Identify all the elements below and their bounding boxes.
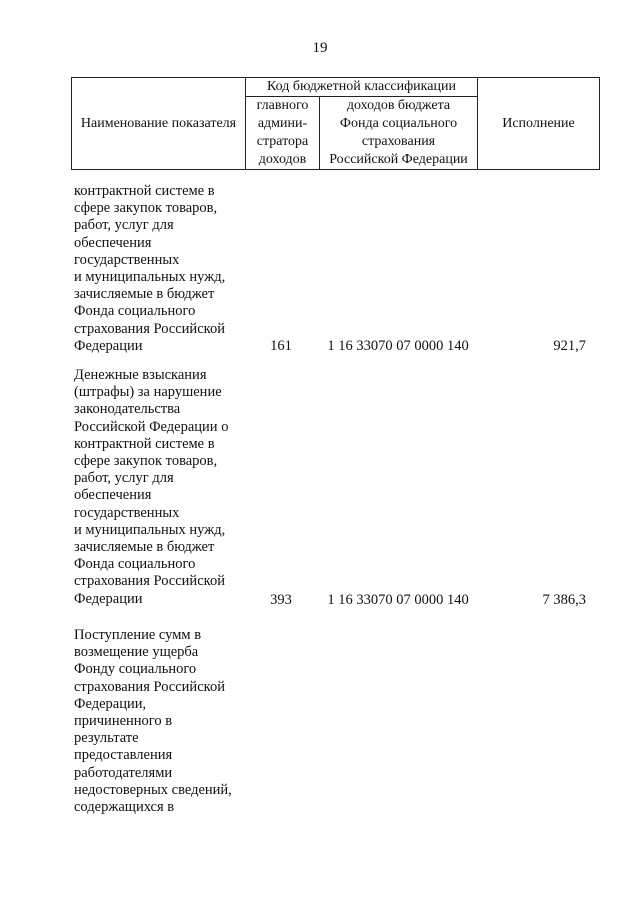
row-line: причиненного в <box>74 713 173 730</box>
row-line: недостоверных сведений, <box>74 781 232 798</box>
row-income-code: 1 16 33070 07 0000 140 <box>327 338 469 354</box>
header-income-line: Российской Федерации <box>329 152 468 167</box>
row-line: (штрафы) за нарушение <box>74 384 222 401</box>
row-line: содержащихся в <box>74 799 175 816</box>
row-line: возмещение ущерба <box>74 644 199 661</box>
row-line: Фонда социального <box>74 303 196 320</box>
table-row-name <box>74 627 254 816</box>
header-admin-line: главного <box>256 98 309 113</box>
row-line: работ, услуг для <box>74 217 174 234</box>
row-line: Федерации, <box>74 695 147 712</box>
header-exec-label: Исполнение <box>502 115 575 131</box>
row-line: и муниципальных нужд, <box>74 269 226 286</box>
table-row-name <box>74 183 254 355</box>
row-line: страхования Российской <box>74 678 225 695</box>
row-line: Российской Федерации о <box>74 418 229 435</box>
row-line: зачисляемые в бюджет <box>74 539 215 556</box>
row-line: зачисляемые в бюджет <box>74 286 215 303</box>
row-line: Федерации <box>74 337 143 354</box>
row-line: результате <box>74 730 139 747</box>
header-income-line: доходов бюджета <box>346 98 451 113</box>
header-code-group <box>246 78 478 97</box>
row-line: Фонду социального <box>74 661 197 678</box>
row-line: сфере закупок товаров, <box>74 200 218 217</box>
row-income-code: 1 16 33070 07 0000 140 <box>327 592 469 608</box>
header-admin-line: доходов <box>258 152 307 167</box>
table-header <box>71 77 600 170</box>
row-line: предоставления <box>74 747 173 764</box>
row-line: работодателями <box>74 764 173 781</box>
row-line: обеспечения <box>74 487 152 504</box>
row-line: государственных <box>74 504 180 521</box>
row-line: Денежные взыскания <box>74 367 207 383</box>
table-row-name <box>74 367 254 608</box>
header-code-group-label: Код бюджетной классификации <box>267 79 456 94</box>
row-line: обеспечения <box>74 234 152 251</box>
header-income-column <box>320 97 478 170</box>
header-admin-line: админи- <box>257 116 308 131</box>
header-income-line: страхования <box>361 134 436 149</box>
row-line: работ, услуг для <box>74 470 174 487</box>
row-admin-code: 393 <box>270 592 292 608</box>
header-name-label: Наименование показателя <box>80 115 237 131</box>
header-admin-line: стратора <box>256 134 309 149</box>
row-line: Федерации <box>74 590 143 607</box>
row-line: Фонда социального <box>74 556 196 573</box>
header-income-line: Фонда социального <box>339 116 458 131</box>
header-name-column <box>72 78 246 170</box>
row-line: страхования Российской <box>74 320 225 337</box>
header-admin-column <box>246 97 320 170</box>
row-line: контрактной системе в <box>74 183 215 199</box>
row-line: Поступление сумм в <box>74 627 202 643</box>
row-line: и муниципальных нужд, <box>74 521 226 538</box>
row-execution-value: 7 386,3 <box>542 592 586 608</box>
row-line: государственных <box>74 251 180 268</box>
header-exec-column <box>478 78 600 170</box>
row-line: страхования Российской <box>74 573 225 590</box>
page-number: 19 <box>312 40 328 56</box>
row-line: контрактной системе в <box>74 435 215 452</box>
row-admin-code: 161 <box>270 338 292 354</box>
row-execution-value: 921,7 <box>553 338 586 354</box>
row-line: законодательства <box>74 401 181 418</box>
row-line: сфере закупок товаров, <box>74 453 218 470</box>
